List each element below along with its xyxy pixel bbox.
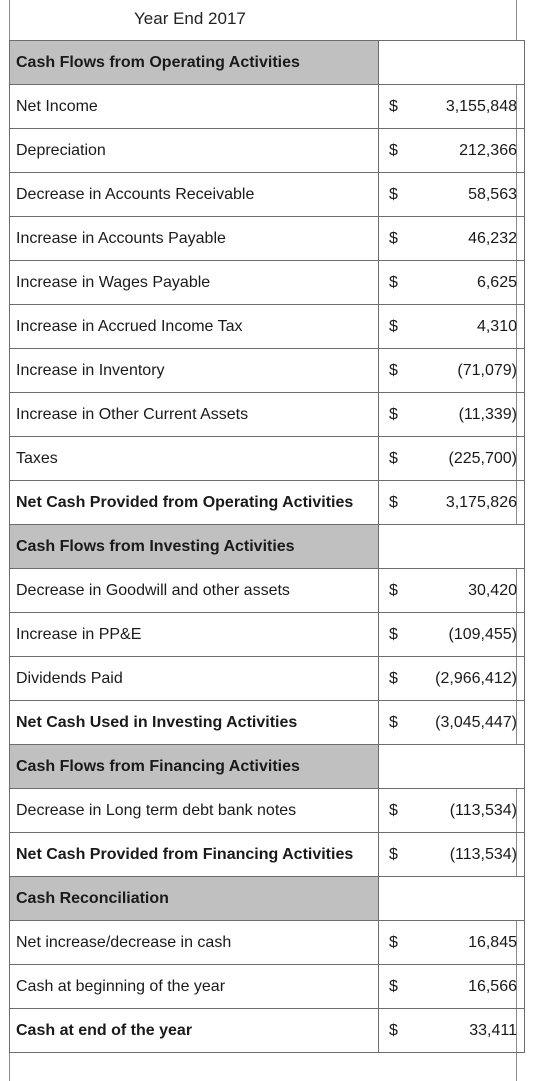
currency-symbol: $ [389,713,398,731]
amount-cell [379,129,525,173]
row-label: Increase in Inventory [10,349,379,393]
table-row [10,393,525,437]
currency-symbol: $ [389,801,398,819]
cash-flow-table-body [10,41,525,1053]
currency-symbol: $ [389,449,398,467]
amount-wrap [379,613,524,656]
table-row [10,129,525,173]
row-label: Dividends Paid [10,657,379,701]
currency-symbol: $ [389,1021,398,1039]
amount-cell [379,525,525,569]
amount-value: (3,045,447) [435,713,517,731]
amount-wrap [379,129,524,172]
amount-value: 46,232 [468,229,517,247]
currency-symbol: $ [389,185,398,203]
total-row [10,481,525,525]
table-row [10,173,525,217]
row-label: Net Cash Provided from Operating Activities [10,481,379,525]
amount-cell [379,921,525,965]
amount-cell [379,85,525,129]
amount-wrap [379,657,524,700]
amount-value: 3,155,848 [445,97,517,115]
row-label: Increase in PP&E [10,613,379,657]
currency-symbol: $ [389,845,398,863]
amount-value: 16,566 [468,977,517,995]
table-row [10,437,525,481]
amount-wrap [379,481,524,524]
section-header-row [10,525,525,569]
currency-symbol: $ [389,977,398,995]
amount-cell [379,173,525,217]
row-label: Net increase/decrease in cash [10,921,379,965]
currency-symbol: $ [389,581,398,599]
row-label: Cash at end of the year [10,1009,379,1053]
amount-value: (225,700) [448,449,517,467]
row-label: Net Income [10,85,379,129]
cash-flow-table [9,40,525,1053]
amount-cell [379,569,525,613]
amount-value: 4,310 [476,317,517,335]
amount-wrap [379,305,524,348]
amount-wrap [379,833,524,876]
section-header-row [10,41,525,85]
section-header-row [10,745,525,789]
row-label: Increase in Accrued Income Tax [10,305,379,349]
amount-cell [379,349,525,393]
table-row [10,349,525,393]
section-title: Cash Flows from Investing Activities [10,525,379,569]
amount-value: 6,625 [476,273,517,291]
currency-symbol: $ [389,933,398,951]
amount-value: (113,534) [449,845,517,863]
currency-symbol: $ [389,361,398,379]
row-label: Net Cash Used in Investing Activities [10,701,379,745]
row-label: Depreciation [10,129,379,173]
amount-wrap [379,349,524,392]
amount-value: (109,455) [448,625,517,643]
total-row [10,833,525,877]
table-row [10,789,525,833]
amount-wrap [379,789,524,832]
amount-cell [379,701,525,745]
table-row [10,85,525,129]
row-label: Decrease in Goodwill and other assets [10,569,379,613]
amount-wrap [379,965,524,1008]
amount-cell [379,1009,525,1053]
section-title: Cash Flows from Financing Activities [10,745,379,789]
table-row [10,217,525,261]
currency-symbol: $ [389,97,398,115]
table-row [10,305,525,349]
row-label: Taxes [10,437,379,481]
amount-value: (113,534) [449,801,517,819]
currency-symbol: $ [389,493,398,511]
amount-cell [379,437,525,481]
table-row [10,613,525,657]
amount-cell [379,789,525,833]
section-title: Cash Reconciliation [10,877,379,921]
currency-symbol: $ [389,317,398,335]
amount-value: 212,366 [459,141,517,159]
table-row [10,261,525,305]
amount-cell [379,877,525,921]
amount-cell [379,965,525,1009]
amount-cell [379,305,525,349]
amount-wrap [379,85,524,128]
amount-value: 58,563 [468,185,517,203]
amount-value: (2,966,412) [435,669,517,687]
row-label: Increase in Other Current Assets [10,393,379,437]
amount-wrap [379,393,524,436]
currency-symbol: $ [389,669,398,687]
row-label: Decrease in Long term debt bank notes [10,789,379,833]
section-title: Cash Flows from Operating Activities [10,41,379,85]
amount-cell [379,217,525,261]
row-label: Increase in Accounts Payable [10,217,379,261]
amount-cell [379,261,525,305]
table-row [10,657,525,701]
amount-cell [379,745,525,789]
amount-wrap [379,261,524,304]
table-row [10,921,525,965]
amount-cell [379,481,525,525]
currency-symbol: $ [389,405,398,423]
amount-cell [379,657,525,701]
amount-value: 3,175,826 [445,493,517,511]
row-label: Increase in Wages Payable [10,261,379,305]
amount-cell [379,833,525,877]
amount-value: 30,420 [468,581,517,599]
amount-cell [379,41,525,85]
section-header-row [10,877,525,921]
currency-symbol: $ [389,273,398,291]
row-label: Net Cash Provided from Financing Activities [10,833,379,877]
amount-wrap [379,701,524,744]
currency-symbol: $ [389,229,398,247]
amount-wrap [379,217,524,260]
table-row [10,965,525,1009]
amount-cell [379,393,525,437]
amount-value: (71,079) [457,361,517,379]
amount-wrap [379,1009,524,1052]
total-row [10,701,525,745]
amount-value: (11,339) [458,405,517,423]
amount-wrap [379,437,524,480]
total-row [10,1009,525,1053]
row-label: Decrease in Accounts Receivable [10,173,379,217]
row-label: Cash at beginning of the year [10,965,379,1009]
year-header: Year End 2017 [134,9,246,28]
amount-value: 33,411 [469,1021,517,1039]
table-row [10,569,525,613]
amount-cell [379,613,525,657]
amount-wrap [379,173,524,216]
amount-wrap [379,921,524,964]
amount-value: 16,845 [468,933,517,951]
currency-symbol: $ [389,625,398,643]
amount-wrap [379,569,524,612]
currency-symbol: $ [389,141,398,159]
